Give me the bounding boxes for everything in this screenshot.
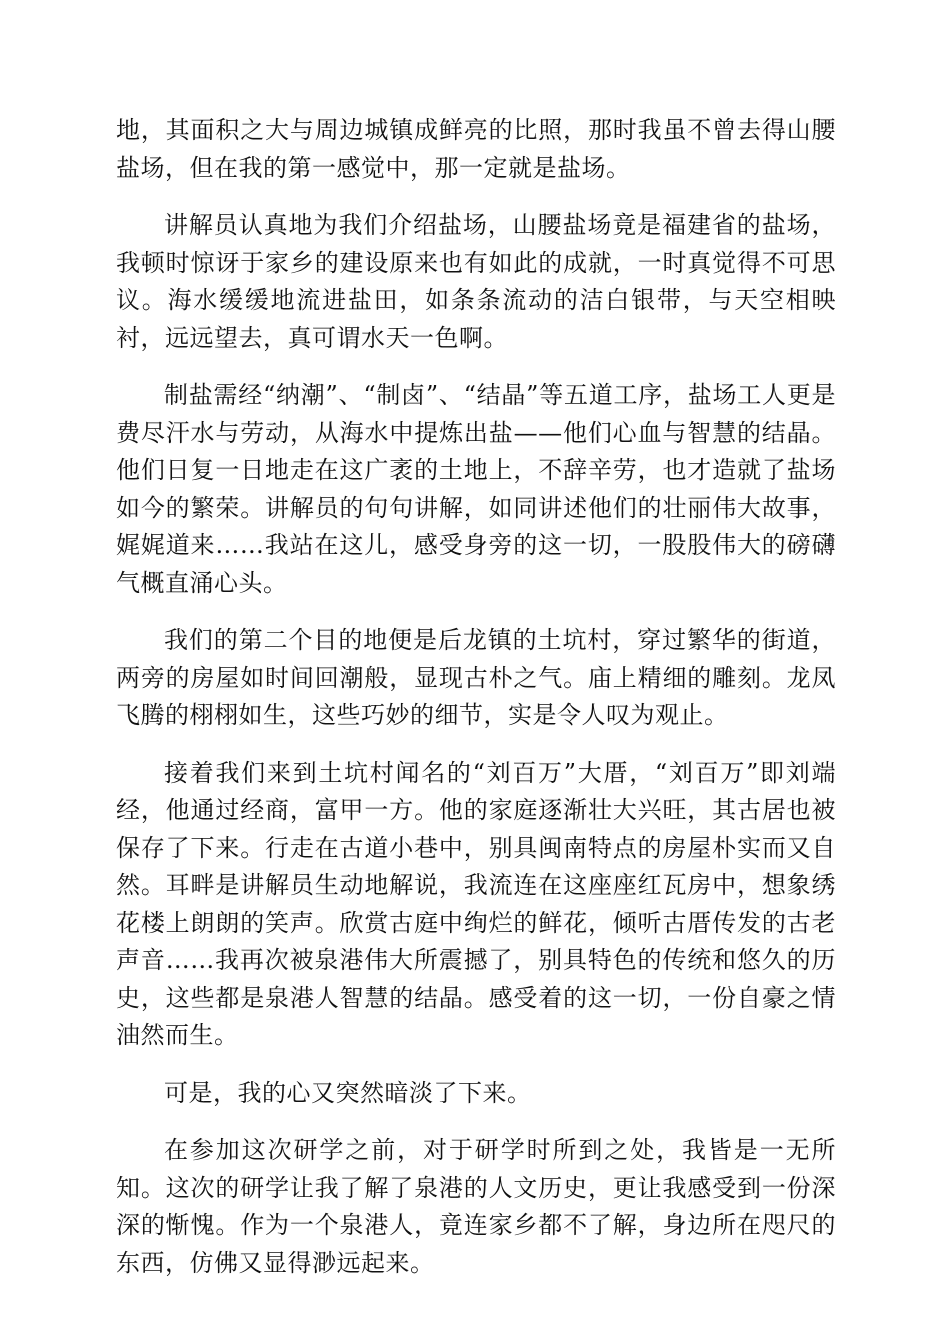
paragraph-guide-introduction: 讲解员认真地为我们介绍盐场，山腰盐场竟是福建省的盐场，我顿时惊讶于家乡的建设原来也有如此的成就，一时真觉得不可思议。海水缓缓地流进盐田，如条条流动的洁白银带，与天空相映衬，远远望去，真可谓水天一色啊。 [116,211,836,352]
paragraph-reflection: 在参加这次研学之前，对于研学时所到之处，我皆是一无所知。这次的研学让我了解了泉港的人文历史，更让我感受到一份深深的惭愧。作为一个泉港人，竟连家乡都不了解，身边所在咫尺的东西，仿佛又显得渺远起来。 [116,1136,836,1277]
paragraph-salt-making: 制盐需经“纳潮”、“制卤”、“结晶”等五道工序，盐场工人更是费尽汗水与劳动，从海水中提炼出盐——他们心血与智慧的结晶。他们日复一日地走在这广袤的土地上，不辞辛劳，也才造就了盐场如今的繁荣。讲解员的句句讲解，如同讲述他们的壮丽伟大故事，娓娓道来……我站在这儿，感受身旁的这一切，一股股伟大的磅礴气概直涌心头。 [116,381,836,597]
paragraph-liu-baiwan-house: 接着我们来到土坑村闻名的“刘百万”大厝，“刘百万”即刘端经，他通过经商，富甲一方。他的家庭逐渐壮大兴旺，其古居也被保存了下来。行走在古道小巷中，别具闽南特点的房屋朴实而又自然。耳畔是讲解员生动地解说，我流连在这座座红瓦房中，想象绣花楼上朗朗的笑声。欣赏古庭中绚烂的鲜花，倾听古厝传发的古老声音……我再次被泉港伟大所震撼了，别具特色的传统和悠久的历史，这些都是泉港人智慧的结晶。感受着的这一切，一份自豪之情油然而生。 [116,758,836,1049]
paragraph-salt-field-intro: 地，其面积之大与周边城镇成鲜亮的比照，那时我虽不曾去得山腰盐场，但在我的第一感觉中，那一定就是盐场。 [116,116,836,182]
essay-body [116,112,836,1302]
paragraph-tukeng-village: 我们的第二个目的地便是后龙镇的土坑村，穿过繁华的街道，两旁的房屋如时间回潮般，显现古朴之气。庙上精细的雕刻。龙凤飞腾的栩栩如生，这些巧妙的细节，实是令人叹为观止。 [116,626,836,729]
paragraph-turn: 可是，我的心又突然暗淡了下来。 [164,1078,532,1107]
